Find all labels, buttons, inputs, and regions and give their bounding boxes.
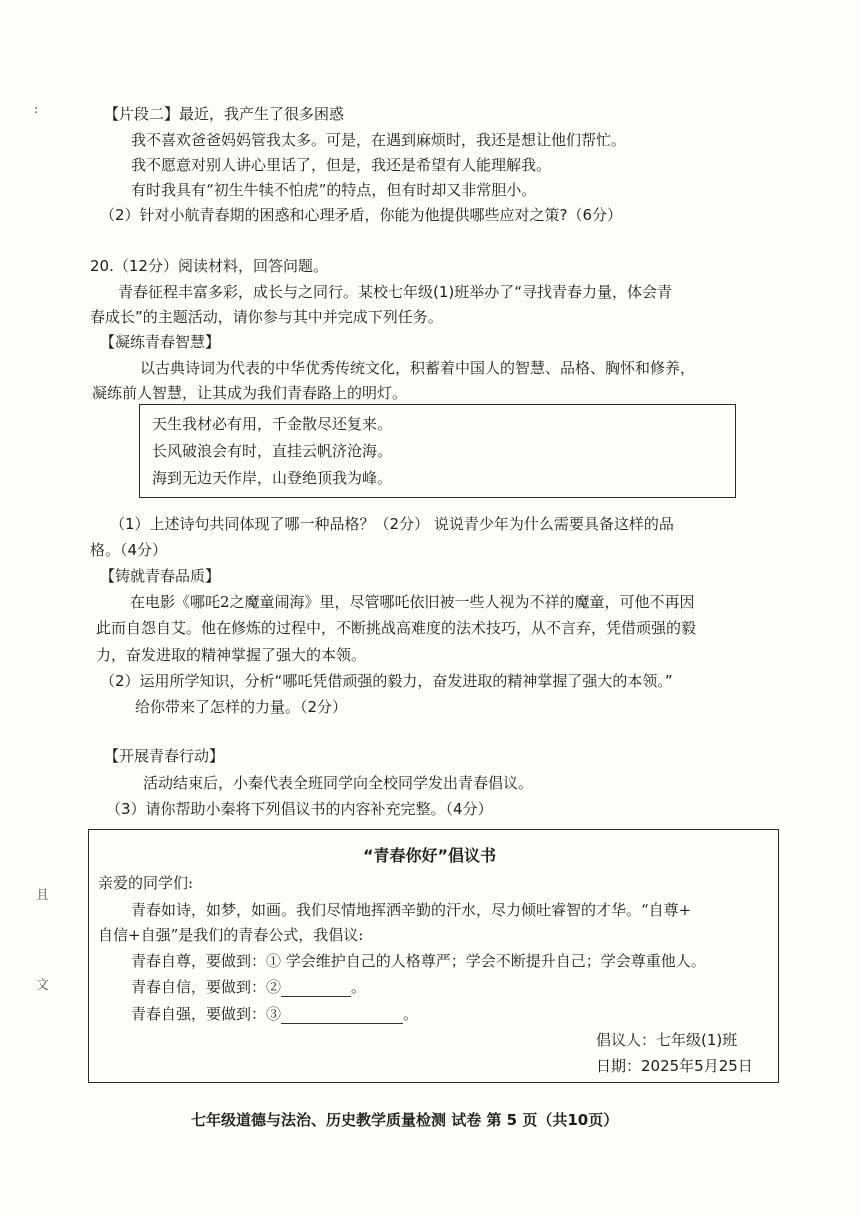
letter-item-1: 青春自尊，要做到：① 学会维护自己的人格尊严；学会不断提升自己；学会尊重他人。 — [131, 952, 706, 970]
section-heading: 【凝练青春智慧】 — [100, 333, 221, 351]
question-20-title: 20.（12分）阅读材料，回答问题。 — [90, 257, 328, 275]
intro-line: 春成长”的主题活动，请你参与其中并完成下列任务。 — [90, 308, 443, 326]
letter-body-line: 自信+自强”是我们的青春公式，我倡议: — [98, 926, 364, 944]
letter-date: 日期：2025年5月25日 — [596, 1057, 753, 1075]
letter-item-3 — [131, 1004, 418, 1024]
section-text: 力，奋发进取的精神掌握了强大的本领。 — [96, 646, 367, 664]
letter-body-line: 青春如诗，如梦，如画。我们尽情地挥洒辛勤的汗水，尽力倾吐睿智的才华。“自尊+ — [131, 901, 692, 919]
margin-mark: 且 — [36, 888, 50, 903]
letter-title: “青春你好”倡议书 — [363, 846, 497, 865]
intro-line: 青春征程丰富多彩，成长与之同行。某校七年级(1)班举办了“寻找青春力量，体会青 — [118, 283, 673, 301]
margin-mark: 文 — [36, 978, 50, 993]
poem-line: 长风破浪会有时，直挂云帆济沧海。 — [152, 442, 393, 460]
poem-line: 海到无边天作岸，山登绝顶我为峰。 — [152, 469, 393, 487]
item-2-prefix: 青春自信，要做到：② — [131, 978, 282, 996]
margin-mark: : — [34, 102, 39, 117]
question-2b-cont: 给你带来了怎样的力量。（2分） — [135, 698, 348, 716]
section-text: 以古典诗词为代表的中华优秀传统文化，积蓄着中国人的智慧、品格、胸怀和修养， — [140, 359, 696, 377]
poem-box — [139, 404, 736, 498]
answer-blank-2[interactable] — [281, 980, 351, 997]
section-heading: 【开展青春行动】 — [104, 747, 225, 765]
section-heading: 【铸就青春品质】 — [100, 567, 221, 585]
letter-item-2 — [131, 977, 366, 997]
segment-line: 我不愿意对别人讲心里话了，但是，我还是希望有人能理解我。 — [131, 156, 552, 174]
segment-line: 我不喜欢爸爸妈妈管我太多。可是，在遇到麻烦时，我还是想让他们帮忙。 — [131, 131, 627, 149]
poem-line: 天生我材必有用，千金散尽还复来。 — [152, 415, 393, 433]
question-2: （2）针对小航青春期的困惑和心理矛盾，你能为他提供哪些应对之策?（6分） — [100, 206, 623, 224]
segment-line: 有时我具有“初生牛犊不怕虎”的特点，但有时却又非常胆小。 — [131, 181, 537, 199]
letter-signer: 倡议人：七年级(1)班 — [596, 1031, 738, 1049]
question-3: （3）请你帮助小秦将下列倡议书的内容补充完整。（4分） — [106, 800, 493, 818]
page-footer: 七年级道德与法治、历史教学质量检测 试卷 第 5 页（共10页） — [191, 1111, 619, 1129]
question-1-cont: 格。（4分） — [90, 541, 168, 559]
question-2b: （2）运用所学知识，分析“哪吒凭借顽强的毅力，奋发进取的精神掌握了强大的本领。” — [100, 672, 673, 690]
item-2-suffix: 。 — [351, 978, 367, 996]
section-text: 在电影《哪吒2之魔童闹海》里，尽管哪吒依旧被一些人视为不祥的魔童，可他不再因 — [130, 593, 695, 611]
answer-blank-3[interactable] — [281, 1007, 403, 1024]
section-text: 活动结束后，小秦代表全班同学向全校同学发出青春倡议。 — [143, 774, 534, 792]
item-3-suffix: 。 — [403, 1005, 419, 1023]
question-1: （1）上述诗句共同体现了哪一种品格？（2分） 说说青少年为什么需要具备这样的品 — [110, 515, 674, 533]
section-text: 凝练前人智慧，让其成为我们青春路上的明灯。 — [92, 384, 408, 402]
letter-greeting: 亲爱的同学们: — [98, 874, 194, 892]
item-3-prefix: 青春自强，要做到：③ — [131, 1005, 282, 1023]
proposal-letter-box — [88, 829, 779, 1083]
segment-heading: 【片段二】最近，我产生了很多困惑 — [104, 105, 345, 123]
section-text: 此而自怨自艾。他在修炼的过程中，不断挑战高难度的法术技巧，从不言弃，凭借顽强的毅 — [96, 619, 697, 637]
